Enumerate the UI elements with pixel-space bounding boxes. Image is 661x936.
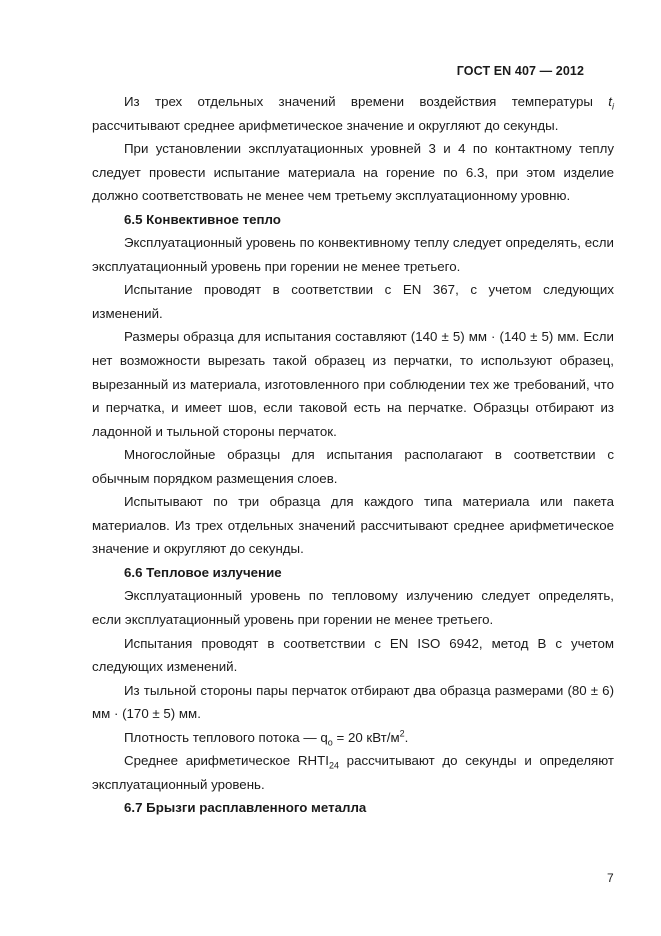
section-heading-6-5: 6.5 Конвективное тепло [124, 211, 281, 227]
paragraph-mean-time: Из трех отдельных значений времени воздействия температуры $t_i$ рассчитывают среднее арифметическое значение и округляют до секунды. [92, 94, 614, 133]
paragraph: Испытывают по три образца для каждого типа материала или пакета материалов. Из трех отдельных значений рассчитывают среднее арифметическое значение и округляют до секунды. [92, 494, 614, 557]
section-heading-6-7: 6.7 Брызги расплавленного металла [124, 800, 367, 816]
paragraph: Эксплуатационный уровень по тепловому излучению следует определять, если эксплуатационный уровень при горении не менее третьего. [92, 588, 614, 628]
paragraph: Испытания проводят в соответствии с EN ISO 6942, метод В с учетом следующих изменений. [92, 635, 614, 675]
paragraph: Испытание проводят в соответствии с EN 367, с учетом следующих изменений. [92, 282, 614, 321]
paragraph: Из тыльной стороны пары перчаток отбирают два образца размерами (80 ± 6) мм · (170 ± 5) мм. [92, 682, 614, 722]
paragraph: Эксплуатационный уровень по конвективному теплу следует определять, если эксплуатационный уровень при горении не менее третьего. [92, 235, 614, 274]
paragraph: Многослойные образцы для испытания располагают в соответствии с обычным порядком размещения слоев. [92, 447, 614, 486]
paragraph-rhti: Среднее арифметическое $RHTI_{24}$ рассчитывают до секунды и определяют эксплуатационный уровень. [92, 753, 614, 792]
section-heading-6-6: 6.6 Тепловое излучение [124, 564, 282, 580]
paragraph-contact-heat-levels: При установлении эксплуатационных уровней 3 и 4 по контактному теплу следует провести испытание материала на горение по 6.3, при этом изделие должно соответствовать не менее чем третьему эксплуатационному уровню. [92, 141, 614, 204]
page-number: 7 [607, 871, 614, 885]
paragraph-heat-flux: Плотность теплового потока — $q_o = 20$ кВт/$м^2$. [124, 728, 409, 748]
document-code-header: ГОСТ EN 407 — 2012 [456, 64, 584, 78]
paragraph: Размеры образца для испытания составляют (140 ± 5) мм · (140 ± 5) мм. Если нет возможности вырезать такой образец из перчатки, то используют образец, вырезанный из материала, изготовленного при соблюдении тех же требований, что и перчатка, и имеет шов, если таковой есть на перчатке. Образцы отбирают из ладонной и тыльной стороны перчаток. [92, 329, 614, 439]
document-body [92, 90, 614, 820]
